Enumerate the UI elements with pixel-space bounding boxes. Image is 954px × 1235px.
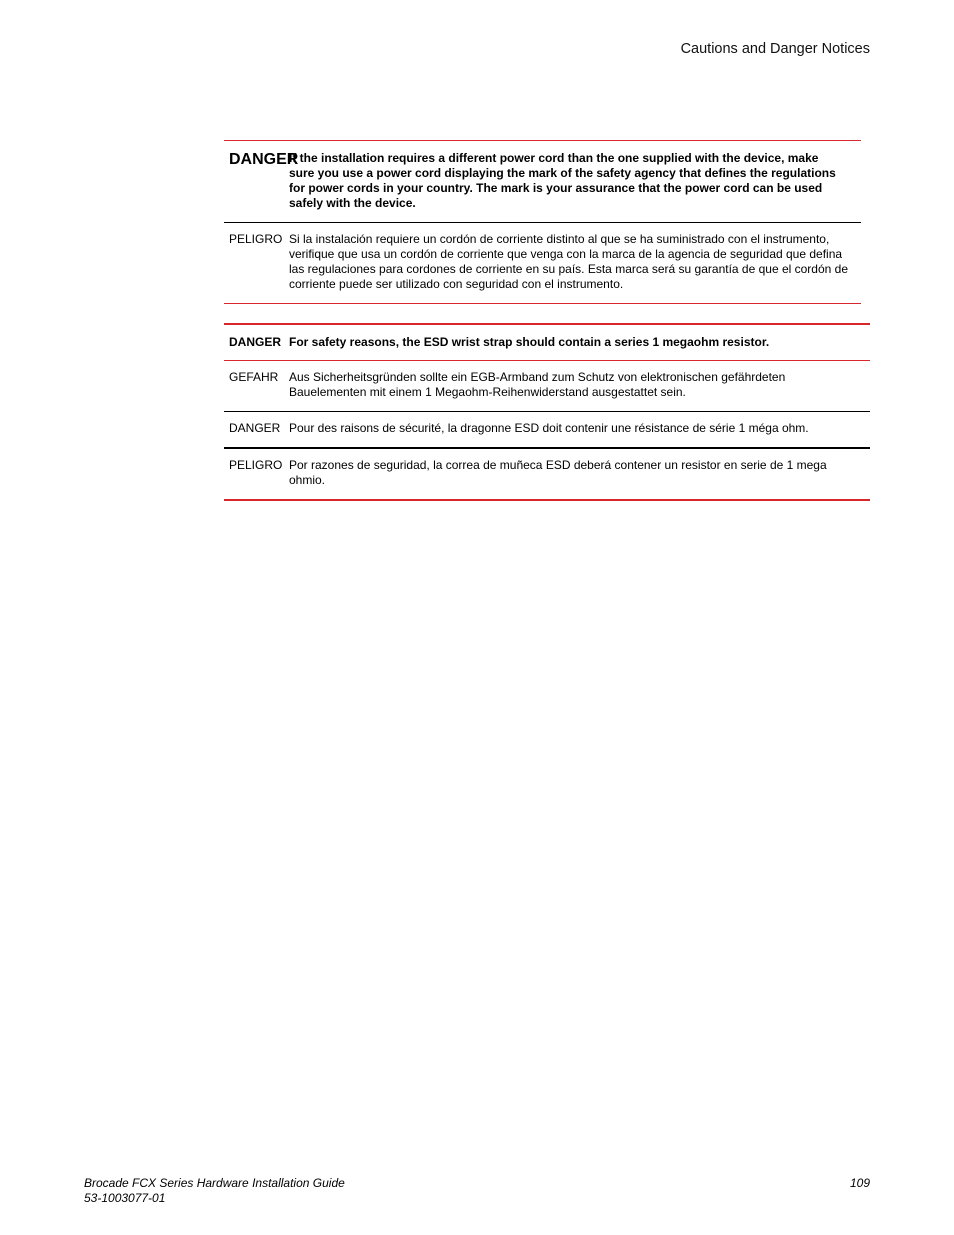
notice-label: DANGER <box>229 335 282 349</box>
notice-text: Si la instalación requiere un cordón de corriente distinto al que se ha suministrado con el instrumento, verifique que usa un cordón de corriente que venga con la marca de la agencia de seguridad que defina las regulaciones para cordones de corriente en su país. Esta marca será su garantía de que el cordón de corriente puede ser utilizado con seguridad con el instrumento. <box>289 232 849 291</box>
notice-row-gefahr <box>224 361 870 412</box>
notice-label: PELIGRO <box>229 458 283 472</box>
notice-row-danger-fr <box>224 412 870 449</box>
notice-text: Por razones de seguridad, la correa de muñeca ESD deberá contener un resistor en serie de 1 mega ohmio. <box>289 458 827 487</box>
notice-text: If the installation requires a different power cord than the one supplied with the device, make sure you use a power cord displaying the mark of the safety agency that defines the regulations for power cords in your country. The mark is your assurance that the power cord can be used safely with the device. <box>289 151 836 210</box>
notice-row-peligro <box>224 449 870 499</box>
notice-row-danger <box>224 325 870 361</box>
danger-notice-esd <box>224 323 870 501</box>
notice-text: Pour des raisons de sécurité, la dragonne ESD doit contenir une résistance de série 1 méga ohm. <box>289 421 809 435</box>
document-title: Brocade FCX Series Hardware Installation Guide <box>84 1176 345 1190</box>
page-footer <box>84 1176 870 1206</box>
running-header: Cautions and Danger Notices <box>680 41 870 57</box>
notice-label: PELIGRO <box>229 232 283 246</box>
page-number: 109 <box>849 1176 870 1190</box>
notice-row-danger <box>224 141 861 223</box>
notice-label: GEFAHR <box>229 370 279 384</box>
notice-label: DANGER <box>229 421 281 435</box>
danger-notice-power-cord <box>224 140 861 304</box>
notice-label: DANGER <box>229 151 299 168</box>
notice-text: For safety reasons, the ESD wrist strap should contain a series 1 megaohm resistor. <box>289 335 770 349</box>
notice-row-peligro <box>224 223 861 304</box>
document-number: 53-1003077-01 <box>84 1191 166 1205</box>
notice-text: Aus Sicherheitsgründen sollte ein EGB-Armband zum Schutz von elektronischen gefährdeten Bauelementen mit einem 1 Megaohm-Reihenwiderstand ausgestattet sein. <box>289 370 786 399</box>
